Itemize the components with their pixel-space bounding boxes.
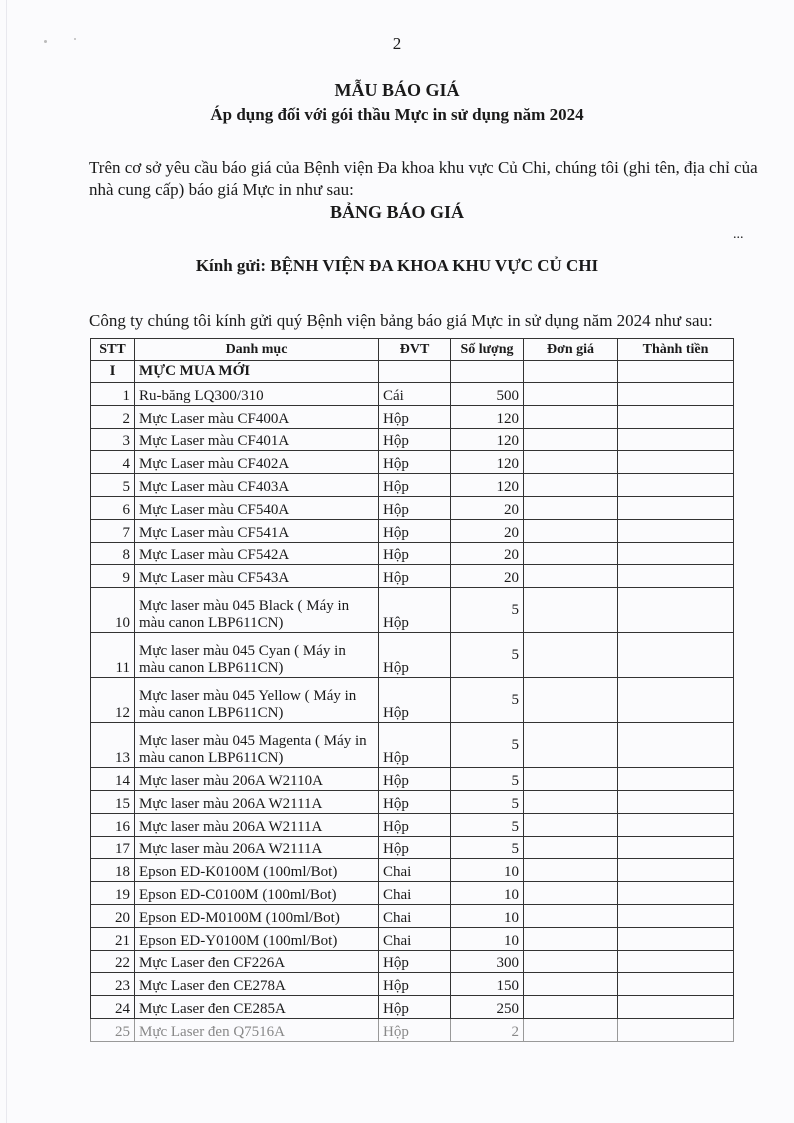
scan-edge-line bbox=[6, 0, 7, 1123]
table-row bbox=[91, 904, 734, 927]
row-item-name: Mực Laser màu CF400A bbox=[135, 405, 379, 428]
row-quantity: 5 bbox=[451, 678, 524, 723]
row-stt: 18 bbox=[91, 859, 135, 882]
row-item-name: Ru-băng LQ300/310 bbox=[135, 383, 379, 406]
row-unit: Hộp bbox=[379, 678, 451, 723]
row-unit: Hộp bbox=[379, 723, 451, 768]
row-item-name: Mực Laser màu CF403A bbox=[135, 474, 379, 497]
row-quantity: 20 bbox=[451, 565, 524, 588]
empty-cell bbox=[451, 361, 524, 383]
row-quantity: 10 bbox=[451, 904, 524, 927]
row-stt: 3 bbox=[91, 428, 135, 451]
section-name: MỰC MUA MỚI bbox=[135, 361, 379, 383]
row-stt: 16 bbox=[91, 813, 135, 836]
row-unit-price bbox=[524, 927, 618, 950]
ellipsis-mark: ... bbox=[733, 227, 744, 242]
table-row bbox=[91, 950, 734, 973]
row-stt: 5 bbox=[91, 474, 135, 497]
row-quantity: 5 bbox=[451, 588, 524, 633]
row-unit: Hộp bbox=[379, 519, 451, 542]
row-unit: Hộp bbox=[379, 496, 451, 519]
row-unit: Chai bbox=[379, 859, 451, 882]
header-item: Danh mục bbox=[135, 339, 379, 361]
row-unit-price bbox=[524, 950, 618, 973]
row-unit: Chai bbox=[379, 882, 451, 905]
row-total bbox=[618, 451, 734, 474]
row-stt: 1 bbox=[91, 383, 135, 406]
row-stt: 10 bbox=[91, 588, 135, 633]
table-row bbox=[91, 451, 734, 474]
document-subtitle: Áp dụng đối với gói thầu Mực in sử dụng năm 2024 bbox=[210, 105, 584, 124]
row-item-name: Epson ED-K0100M (100ml/Bot) bbox=[135, 859, 379, 882]
table-row bbox=[91, 927, 734, 950]
row-item-name: Epson ED-Y0100M (100ml/Bot) bbox=[135, 927, 379, 950]
row-total bbox=[618, 790, 734, 813]
header-unit-price: Đơn giá bbox=[524, 339, 618, 361]
row-quantity: 20 bbox=[451, 519, 524, 542]
table-row bbox=[91, 405, 734, 428]
row-unit-price bbox=[524, 451, 618, 474]
row-item-name: Mực Laser đen CF226A bbox=[135, 950, 379, 973]
row-total bbox=[618, 836, 734, 859]
lead-paragraph: Công ty chúng tôi kính gửi quý Bệnh viện bảng báo giá Mực in sử dụng năm 2024 như sau: bbox=[89, 311, 713, 330]
row-stt: 15 bbox=[91, 790, 135, 813]
quote-table bbox=[90, 338, 734, 1042]
row-quantity: 500 bbox=[451, 383, 524, 406]
row-unit-price bbox=[524, 1018, 618, 1041]
row-quantity: 10 bbox=[451, 927, 524, 950]
row-stt: 11 bbox=[91, 633, 135, 678]
row-stt: 13 bbox=[91, 723, 135, 768]
table-row bbox=[91, 768, 734, 791]
row-quantity: 300 bbox=[451, 950, 524, 973]
row-stt: 19 bbox=[91, 882, 135, 905]
header-total: Thành tiền bbox=[618, 339, 734, 361]
row-unit-price bbox=[524, 405, 618, 428]
row-stt: 21 bbox=[91, 927, 135, 950]
row-unit-price bbox=[524, 428, 618, 451]
row-quantity: 150 bbox=[451, 973, 524, 996]
row-unit-price bbox=[524, 542, 618, 565]
row-quantity: 120 bbox=[451, 428, 524, 451]
row-item-name: Mực laser màu 206A W2111A bbox=[135, 813, 379, 836]
row-unit-price bbox=[524, 790, 618, 813]
row-total bbox=[618, 565, 734, 588]
row-quantity: 20 bbox=[451, 496, 524, 519]
row-quantity: 120 bbox=[451, 405, 524, 428]
row-item-name: Mực laser màu 206A W2110A bbox=[135, 768, 379, 791]
row-unit: Hộp bbox=[379, 405, 451, 428]
empty-cell bbox=[379, 361, 451, 383]
header-quantity: Số lượng bbox=[451, 339, 524, 361]
row-quantity: 5 bbox=[451, 790, 524, 813]
row-total bbox=[618, 996, 734, 1019]
header-stt: STT bbox=[91, 339, 135, 361]
row-unit-price bbox=[524, 768, 618, 791]
row-total bbox=[618, 496, 734, 519]
row-unit-price bbox=[524, 565, 618, 588]
row-unit: Hộp bbox=[379, 565, 451, 588]
row-unit-price bbox=[524, 996, 618, 1019]
row-unit: Hộp bbox=[379, 474, 451, 497]
row-quantity: 5 bbox=[451, 768, 524, 791]
row-unit: Hộp bbox=[379, 588, 451, 633]
row-unit: Chai bbox=[379, 927, 451, 950]
row-total bbox=[618, 927, 734, 950]
row-item-name: Mực Laser màu CF401A bbox=[135, 428, 379, 451]
row-stt: 20 bbox=[91, 904, 135, 927]
row-quantity: 10 bbox=[451, 882, 524, 905]
row-unit: Hộp bbox=[379, 542, 451, 565]
row-total bbox=[618, 474, 734, 497]
row-stt: 6 bbox=[91, 496, 135, 519]
row-quantity: 120 bbox=[451, 474, 524, 497]
row-item-name: Mực Laser màu CF540A bbox=[135, 496, 379, 519]
row-item-name: Mực Laser màu CF542A bbox=[135, 542, 379, 565]
row-unit: Cái bbox=[379, 383, 451, 406]
row-total bbox=[618, 723, 734, 768]
row-unit-price bbox=[524, 474, 618, 497]
table-row bbox=[91, 542, 734, 565]
table-row bbox=[91, 1018, 734, 1041]
row-unit-price bbox=[524, 496, 618, 519]
row-total bbox=[618, 950, 734, 973]
row-stt: 4 bbox=[91, 451, 135, 474]
row-unit: Hộp bbox=[379, 633, 451, 678]
row-unit-price bbox=[524, 904, 618, 927]
header-unit: ĐVT bbox=[379, 339, 451, 361]
row-total bbox=[618, 768, 734, 791]
row-total bbox=[618, 588, 734, 633]
row-unit: Hộp bbox=[379, 836, 451, 859]
row-unit-price bbox=[524, 859, 618, 882]
row-stt: 22 bbox=[91, 950, 135, 973]
empty-cell bbox=[524, 361, 618, 383]
row-stt: 24 bbox=[91, 996, 135, 1019]
table-row bbox=[91, 588, 734, 633]
row-unit-price bbox=[524, 588, 618, 633]
row-item-name: Mực Laser đen CE285A bbox=[135, 996, 379, 1019]
row-quantity: 5 bbox=[451, 813, 524, 836]
row-unit: Hộp bbox=[379, 950, 451, 973]
row-quantity: 2 bbox=[451, 1018, 524, 1041]
table-row bbox=[91, 836, 734, 859]
intro-paragraph: Trên cơ sở yêu cầu báo giá của Bệnh viện Đa khoa khu vực Củ Chi, chúng tôi (ghi tên, địa chỉ của nhà cung cấp) báo giá Mực in như sau: bbox=[89, 158, 758, 199]
row-item-name: Mực laser màu 045 Cyan ( Máy in màu canon LBP611CN) bbox=[135, 633, 379, 678]
table-row bbox=[91, 474, 734, 497]
row-total bbox=[618, 904, 734, 927]
row-quantity: 5 bbox=[451, 836, 524, 859]
row-total bbox=[618, 859, 734, 882]
table-row bbox=[91, 859, 734, 882]
row-item-name: Mực laser màu 045 Magenta ( Máy in màu canon LBP611CN) bbox=[135, 723, 379, 768]
table-row bbox=[91, 813, 734, 836]
row-item-name: Epson ED-C0100M (100ml/Bot) bbox=[135, 882, 379, 905]
row-total bbox=[618, 1018, 734, 1041]
row-item-name: Mực Laser màu CF541A bbox=[135, 519, 379, 542]
row-stt: 17 bbox=[91, 836, 135, 859]
table-row bbox=[91, 723, 734, 768]
row-unit-price bbox=[524, 813, 618, 836]
document-title: MẪU BÁO GIÁ bbox=[334, 80, 460, 100]
table-row bbox=[91, 973, 734, 996]
row-unit-price bbox=[524, 836, 618, 859]
row-unit-price bbox=[524, 678, 618, 723]
row-item-name: Mực Laser màu CF543A bbox=[135, 565, 379, 588]
row-stt: 9 bbox=[91, 565, 135, 588]
section-stt: I bbox=[91, 361, 135, 383]
table-row bbox=[91, 790, 734, 813]
table-row bbox=[91, 496, 734, 519]
table-row bbox=[91, 678, 734, 723]
table-row bbox=[91, 519, 734, 542]
row-quantity: 5 bbox=[451, 633, 524, 678]
row-stt: 14 bbox=[91, 768, 135, 791]
table-row bbox=[91, 383, 734, 406]
row-unit: Chai bbox=[379, 904, 451, 927]
table-row bbox=[91, 882, 734, 905]
row-total bbox=[618, 383, 734, 406]
row-unit: Hộp bbox=[379, 768, 451, 791]
row-total bbox=[618, 405, 734, 428]
table-row bbox=[91, 996, 734, 1019]
page-number: 2 bbox=[392, 34, 402, 53]
row-item-name: Mực Laser màu CF402A bbox=[135, 451, 379, 474]
row-unit: Hộp bbox=[379, 451, 451, 474]
section-row bbox=[91, 361, 734, 383]
table-title: BẢNG BÁO GIÁ bbox=[329, 202, 464, 222]
row-unit-price bbox=[524, 973, 618, 996]
row-unit-price bbox=[524, 723, 618, 768]
row-quantity: 5 bbox=[451, 723, 524, 768]
row-item-name: Mực laser màu 206A W2111A bbox=[135, 836, 379, 859]
row-stt: 8 bbox=[91, 542, 135, 565]
row-total bbox=[618, 519, 734, 542]
row-stt: 12 bbox=[91, 678, 135, 723]
row-unit: Hộp bbox=[379, 428, 451, 451]
row-stt: 2 bbox=[91, 405, 135, 428]
table-row bbox=[91, 428, 734, 451]
row-item-name: Mực Laser đen Q7516A bbox=[135, 1018, 379, 1041]
row-unit: Hộp bbox=[379, 813, 451, 836]
table-row bbox=[91, 565, 734, 588]
row-stt: 7 bbox=[91, 519, 135, 542]
row-total bbox=[618, 428, 734, 451]
row-stt: 23 bbox=[91, 973, 135, 996]
row-total bbox=[618, 678, 734, 723]
row-unit: Hộp bbox=[379, 996, 451, 1019]
row-total bbox=[618, 882, 734, 905]
row-unit-price bbox=[524, 519, 618, 542]
row-total bbox=[618, 973, 734, 996]
row-item-name: Mực laser màu 206A W2111A bbox=[135, 790, 379, 813]
row-total bbox=[618, 633, 734, 678]
row-unit-price bbox=[524, 383, 618, 406]
row-quantity: 10 bbox=[451, 859, 524, 882]
row-item-name: Mực Laser đen CE278A bbox=[135, 973, 379, 996]
row-unit: Hộp bbox=[379, 1018, 451, 1041]
row-item-name: Epson ED-M0100M (100ml/Bot) bbox=[135, 904, 379, 927]
empty-cell bbox=[618, 361, 734, 383]
row-quantity: 120 bbox=[451, 451, 524, 474]
recipient-line: Kính gửi: BỆNH VIỆN ĐA KHOA KHU VỰC CỦ CHI bbox=[195, 256, 599, 275]
row-item-name: Mực laser màu 045 Yellow ( Máy in màu canon LBP611CN) bbox=[135, 678, 379, 723]
row-unit-price bbox=[524, 882, 618, 905]
row-quantity: 250 bbox=[451, 996, 524, 1019]
row-total bbox=[618, 813, 734, 836]
row-unit: Hộp bbox=[379, 973, 451, 996]
row-stt: 25 bbox=[91, 1018, 135, 1041]
row-unit: Hộp bbox=[379, 790, 451, 813]
row-total bbox=[618, 542, 734, 565]
table-header-row bbox=[91, 339, 734, 361]
row-item-name: Mực laser màu 045 Black ( Máy in màu canon LBP611CN) bbox=[135, 588, 379, 633]
row-unit-price bbox=[524, 633, 618, 678]
row-quantity: 20 bbox=[451, 542, 524, 565]
table-row bbox=[91, 633, 734, 678]
